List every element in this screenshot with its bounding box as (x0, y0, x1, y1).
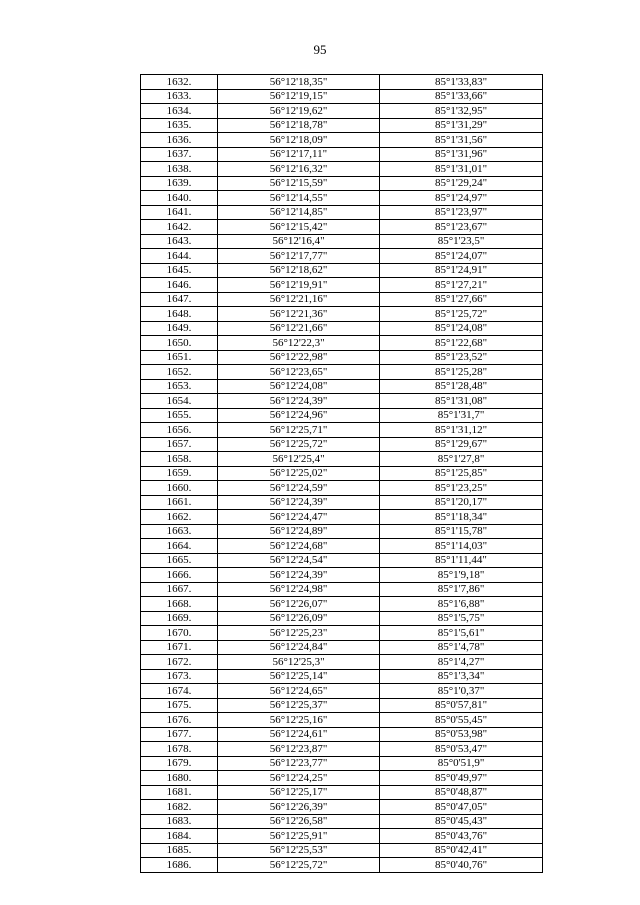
point-number-cell: 1641. (141, 205, 218, 220)
latitude-cell: 56°12'21,36" (218, 307, 380, 322)
longitude-cell: 85°1'5,61" (380, 626, 543, 641)
latitude-cell: 56°12'26,39" (218, 800, 380, 815)
latitude-cell: 56°12'26,58" (218, 814, 380, 829)
longitude-cell: 85°1'5,75" (380, 611, 543, 626)
table-row (141, 495, 543, 510)
longitude-cell: 85°1'15,78" (380, 524, 543, 539)
point-number-cell: 1671. (141, 640, 218, 655)
latitude-cell: 56°12'15,42" (218, 220, 380, 235)
point-number-cell: 1647. (141, 292, 218, 307)
table-row (141, 684, 543, 699)
table-row (141, 147, 543, 162)
longitude-cell: 85°0'45,43" (380, 814, 543, 829)
table-row (141, 292, 543, 307)
longitude-cell: 85°1'33,83" (380, 75, 543, 90)
longitude-cell: 85°1'23,67" (380, 220, 543, 235)
table-row (141, 191, 543, 206)
latitude-cell: 56°12'25,71" (218, 423, 380, 438)
point-number-cell: 1678. (141, 742, 218, 757)
point-number-cell: 1649. (141, 321, 218, 336)
table-row (141, 423, 543, 438)
longitude-cell: 85°1'31,7" (380, 408, 543, 423)
longitude-cell: 85°0'40,76" (380, 858, 543, 873)
longitude-cell: 85°0'48,87" (380, 785, 543, 800)
longitude-cell: 85°0'42,41" (380, 843, 543, 858)
longitude-cell: 85°1'23,5" (380, 234, 543, 249)
longitude-cell: 85°1'23,52" (380, 350, 543, 365)
point-number-cell: 1643. (141, 234, 218, 249)
point-number-cell: 1636. (141, 133, 218, 148)
table-row (141, 321, 543, 336)
latitude-cell: 56°12'24,59" (218, 481, 380, 496)
point-number-cell: 1652. (141, 365, 218, 380)
latitude-cell: 56°12'24,61" (218, 727, 380, 742)
latitude-cell: 56°12'25,3" (218, 655, 380, 670)
point-number-cell: 1677. (141, 727, 218, 742)
latitude-cell: 56°12'14,85" (218, 205, 380, 220)
latitude-cell: 56°12'23,65" (218, 365, 380, 380)
table-row (141, 510, 543, 525)
latitude-cell: 56°12'18,78" (218, 118, 380, 133)
longitude-cell: 85°1'9,18" (380, 568, 543, 583)
latitude-cell: 56°12'24,68" (218, 539, 380, 554)
table-row (141, 394, 543, 409)
latitude-cell: 56°12'24,84" (218, 640, 380, 655)
longitude-cell: 85°1'32,95" (380, 104, 543, 119)
latitude-cell: 56°12'25,02" (218, 466, 380, 481)
longitude-cell: 85°0'43,76" (380, 829, 543, 844)
table-row (141, 742, 543, 757)
point-number-cell: 1664. (141, 539, 218, 554)
table-row (141, 858, 543, 873)
point-number-cell: 1653. (141, 379, 218, 394)
point-number-cell: 1681. (141, 785, 218, 800)
table-row (141, 727, 543, 742)
latitude-cell: 56°12'25,72" (218, 437, 380, 452)
longitude-cell: 85°1'0,37" (380, 684, 543, 699)
longitude-cell: 85°1'31,12" (380, 423, 543, 438)
latitude-cell: 56°12'15,59" (218, 176, 380, 191)
point-number-cell: 1670. (141, 626, 218, 641)
table-row (141, 800, 543, 815)
longitude-cell: 85°1'28,48" (380, 379, 543, 394)
point-number-cell: 1666. (141, 568, 218, 583)
point-number-cell: 1683. (141, 814, 218, 829)
longitude-cell: 85°1'7,86" (380, 582, 543, 597)
longitude-cell: 85°1'4,27" (380, 655, 543, 670)
table-row (141, 466, 543, 481)
latitude-cell: 56°12'25,16" (218, 713, 380, 728)
table-row (141, 756, 543, 771)
table-row (141, 220, 543, 235)
longitude-cell: 85°1'31,29" (380, 118, 543, 133)
longitude-cell: 85°1'27,66" (380, 292, 543, 307)
longitude-cell: 85°1'25,72" (380, 307, 543, 322)
longitude-cell: 85°1'31,96" (380, 147, 543, 162)
longitude-cell: 85°1'24,08" (380, 321, 543, 336)
point-number-cell: 1684. (141, 829, 218, 844)
point-number-cell: 1646. (141, 278, 218, 293)
longitude-cell: 85°1'24,07" (380, 249, 543, 264)
latitude-cell: 56°12'25,4" (218, 452, 380, 467)
longitude-cell: 85°1'6,88" (380, 597, 543, 612)
latitude-cell: 56°12'17,77" (218, 249, 380, 264)
longitude-cell: 85°1'33,66" (380, 89, 543, 104)
latitude-cell: 56°12'24,39" (218, 495, 380, 510)
table-row (141, 539, 543, 554)
coordinates-table-body (141, 75, 543, 873)
point-number-cell: 1679. (141, 756, 218, 771)
table-row (141, 307, 543, 322)
page-number: 95 (313, 42, 327, 57)
table-row (141, 350, 543, 365)
longitude-cell: 85°1'3,34" (380, 669, 543, 684)
table-row (141, 829, 543, 844)
latitude-cell: 56°12'25,17" (218, 785, 380, 800)
table-row (141, 553, 543, 568)
point-number-cell: 1662. (141, 510, 218, 525)
latitude-cell: 56°12'23,77" (218, 756, 380, 771)
point-number-cell: 1665. (141, 553, 218, 568)
latitude-cell: 56°12'21,16" (218, 292, 380, 307)
longitude-cell: 85°0'51,9" (380, 756, 543, 771)
longitude-cell: 85°1'24,97" (380, 191, 543, 206)
latitude-cell: 56°12'24,39" (218, 394, 380, 409)
longitude-cell: 85°0'53,47" (380, 742, 543, 757)
longitude-cell: 85°1'29,67" (380, 437, 543, 452)
latitude-cell: 56°12'19,91" (218, 278, 380, 293)
latitude-cell: 56°12'18,09" (218, 133, 380, 148)
table-row (141, 379, 543, 394)
latitude-cell: 56°12'24,54" (218, 553, 380, 568)
table-row (141, 655, 543, 670)
latitude-cell: 56°12'16,4" (218, 234, 380, 249)
longitude-cell: 85°1'27,21" (380, 278, 543, 293)
point-number-cell: 1645. (141, 263, 218, 278)
longitude-cell: 85°1'31,08" (380, 394, 543, 409)
point-number-cell: 1635. (141, 118, 218, 133)
longitude-cell: 85°1'4,78" (380, 640, 543, 655)
point-number-cell: 1682. (141, 800, 218, 815)
table-row (141, 640, 543, 655)
longitude-cell: 85°1'20,17" (380, 495, 543, 510)
latitude-cell: 56°12'19,15" (218, 89, 380, 104)
table-row (141, 205, 543, 220)
latitude-cell: 56°12'17,11" (218, 147, 380, 162)
latitude-cell: 56°12'24,89" (218, 524, 380, 539)
point-number-cell: 1644. (141, 249, 218, 264)
point-number-cell: 1676. (141, 713, 218, 728)
latitude-cell: 56°12'26,09" (218, 611, 380, 626)
longitude-cell: 85°1'25,85" (380, 466, 543, 481)
point-number-cell: 1660. (141, 481, 218, 496)
point-number-cell: 1657. (141, 437, 218, 452)
latitude-cell: 56°12'24,96" (218, 408, 380, 423)
latitude-cell: 56°12'24,08" (218, 379, 380, 394)
longitude-cell: 85°1'29,24" (380, 176, 543, 191)
table-row (141, 582, 543, 597)
table-row (141, 104, 543, 119)
point-number-cell: 1637. (141, 147, 218, 162)
longitude-cell: 85°0'55,45" (380, 713, 543, 728)
table-row (141, 597, 543, 612)
longitude-cell: 85°0'49,97" (380, 771, 543, 786)
latitude-cell: 56°12'24,39" (218, 568, 380, 583)
point-number-cell: 1650. (141, 336, 218, 351)
longitude-cell: 85°1'31,01" (380, 162, 543, 177)
point-number-cell: 1648. (141, 307, 218, 322)
table-row (141, 771, 543, 786)
point-number-cell: 1639. (141, 176, 218, 191)
longitude-cell: 85°1'22,68" (380, 336, 543, 351)
latitude-cell: 56°12'24,25" (218, 771, 380, 786)
point-number-cell: 1642. (141, 220, 218, 235)
table-row (141, 176, 543, 191)
point-number-cell: 1638. (141, 162, 218, 177)
longitude-cell: 85°0'53,98" (380, 727, 543, 742)
longitude-cell: 85°1'31,56" (380, 133, 543, 148)
latitude-cell: 56°12'22,98" (218, 350, 380, 365)
table-row (141, 568, 543, 583)
longitude-cell: 85°1'23,97" (380, 205, 543, 220)
latitude-cell: 56°12'18,62" (218, 263, 380, 278)
table-row (141, 814, 543, 829)
longitude-cell: 85°1'24,91" (380, 263, 543, 278)
point-number-cell: 1655. (141, 408, 218, 423)
longitude-cell: 85°1'11,44" (380, 553, 543, 568)
latitude-cell: 56°12'19,62" (218, 104, 380, 119)
table-row (141, 611, 543, 626)
point-number-cell: 1651. (141, 350, 218, 365)
latitude-cell: 56°12'21,66" (218, 321, 380, 336)
latitude-cell: 56°12'25,37" (218, 698, 380, 713)
table-row (141, 234, 543, 249)
coordinates-table (140, 74, 543, 873)
longitude-cell: 85°0'47,05" (380, 800, 543, 815)
table-row (141, 437, 543, 452)
latitude-cell: 56°12'18,35" (218, 75, 380, 90)
point-number-cell: 1658. (141, 452, 218, 467)
point-number-cell: 1669. (141, 611, 218, 626)
latitude-cell: 56°12'24,98" (218, 582, 380, 597)
table-row (141, 118, 543, 133)
point-number-cell: 1640. (141, 191, 218, 206)
table-row (141, 452, 543, 467)
longitude-cell: 85°1'14,03" (380, 539, 543, 554)
longitude-cell: 85°1'18,34" (380, 510, 543, 525)
point-number-cell: 1674. (141, 684, 218, 699)
table-row (141, 278, 543, 293)
latitude-cell: 56°12'24,47" (218, 510, 380, 525)
table-row (141, 524, 543, 539)
table-row (141, 365, 543, 380)
longitude-cell: 85°1'25,28" (380, 365, 543, 380)
point-number-cell: 1667. (141, 582, 218, 597)
point-number-cell: 1654. (141, 394, 218, 409)
latitude-cell: 56°12'23,87" (218, 742, 380, 757)
point-number-cell: 1659. (141, 466, 218, 481)
point-number-cell: 1685. (141, 843, 218, 858)
latitude-cell: 56°12'22,3" (218, 336, 380, 351)
point-number-cell: 1686. (141, 858, 218, 873)
latitude-cell: 56°12'26,07" (218, 597, 380, 612)
latitude-cell: 56°12'25,91" (218, 829, 380, 844)
point-number-cell: 1663. (141, 524, 218, 539)
table-row (141, 669, 543, 684)
point-number-cell: 1668. (141, 597, 218, 612)
latitude-cell: 56°12'25,23" (218, 626, 380, 641)
latitude-cell: 56°12'25,53" (218, 843, 380, 858)
table-row (141, 785, 543, 800)
table-row (141, 626, 543, 641)
table-row (141, 336, 543, 351)
point-number-cell: 1672. (141, 655, 218, 670)
point-number-cell: 1656. (141, 423, 218, 438)
table-row (141, 698, 543, 713)
table-row (141, 162, 543, 177)
table-row (141, 89, 543, 104)
latitude-cell: 56°12'16,32" (218, 162, 380, 177)
table-row (141, 713, 543, 728)
latitude-cell: 56°12'25,72" (218, 858, 380, 873)
point-number-cell: 1633. (141, 89, 218, 104)
point-number-cell: 1680. (141, 771, 218, 786)
point-number-cell: 1634. (141, 104, 218, 119)
point-number-cell: 1675. (141, 698, 218, 713)
table-row (141, 481, 543, 496)
point-number-cell: 1661. (141, 495, 218, 510)
longitude-cell: 85°1'27,8" (380, 452, 543, 467)
latitude-cell: 56°12'14,55" (218, 191, 380, 206)
latitude-cell: 56°12'25,14" (218, 669, 380, 684)
longitude-cell: 85°0'57,81" (380, 698, 543, 713)
longitude-cell: 85°1'23,25" (380, 481, 543, 496)
table-row (141, 133, 543, 148)
latitude-cell: 56°12'24,65" (218, 684, 380, 699)
table-row (141, 75, 543, 90)
point-number-cell: 1632. (141, 75, 218, 90)
table-row (141, 408, 543, 423)
point-number-cell: 1673. (141, 669, 218, 684)
table-row (141, 249, 543, 264)
table-row (141, 263, 543, 278)
table-row (141, 843, 543, 858)
